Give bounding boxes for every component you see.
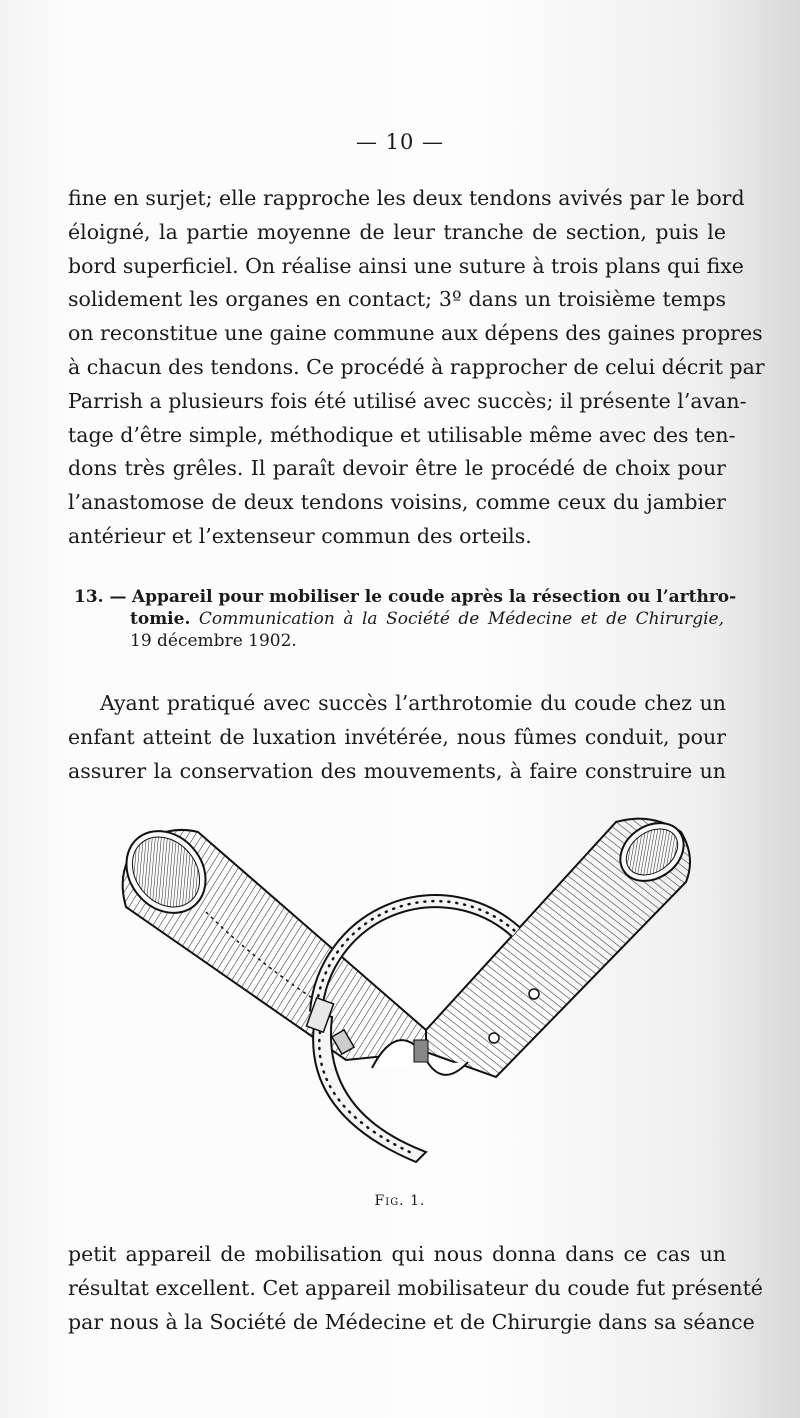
paragraph-3 [68, 1238, 763, 1339]
section-citation-part-1: Communication à la Société de Médecine et de Chirurgie, [198, 609, 724, 629]
text-line: tage d’être simple, méthodique et utilisable même avec des ten- [68, 422, 736, 447]
text-line: antérieur et l’extenseur commun des orteils. [68, 523, 532, 548]
text-line: solidement les organes en contact; 3º dans un troisième temps [68, 287, 726, 312]
right-splint [426, 812, 695, 1077]
text-line: résultat excellent. Cet appareil mobilisateur du coude fut présenté [68, 1275, 763, 1300]
figure-caption-text: Fig. 1. [374, 1193, 426, 1209]
text-line: on reconstitue une gaine commune aux dépens des gaines propres [68, 321, 763, 346]
text-line: assurer la conservation des mouvements, à faire construire un [68, 758, 726, 783]
figure-1 [96, 812, 696, 1182]
section-title-part-1: Appareil pour mobiliser le coude après la résection ou l’arthro- [131, 587, 737, 607]
section-title-part-2: tomie. [130, 609, 191, 629]
text-line: Ayant pratiqué avec succès l’arthrotomie du coude chez un [100, 691, 726, 715]
text-line: dons très grêles. Il paraît devoir être le procédé de choix pour [68, 456, 726, 481]
text-line: par nous à la Société de Médecine et de Chirurgie dans sa séance [68, 1309, 755, 1334]
text-line: enfant atteint de luxation invétérée, nous fûmes conduit, pour [68, 724, 726, 749]
section-title-line-2 [74, 608, 724, 630]
text-line: bord superficiel. On réalise ainsi une suture à trois plans qui fixe [68, 253, 744, 278]
section-citation-date: 19 décembre 1902. [130, 631, 297, 651]
text-line: Parrish a plusieurs fois été utilisé avec succès; il présente l’avan- [68, 388, 747, 413]
elbow-mobilization-apparatus-illustration [96, 812, 696, 1182]
text-line: éloigné, la partie moyenne de leur tranche de section, puis le [68, 219, 726, 244]
section-title-line-1 [74, 586, 737, 608]
left-splint [110, 815, 426, 1060]
figure-caption [0, 1193, 800, 1209]
section-number: 13. — [74, 587, 127, 607]
text-line: petit appareil de mobilisation qui nous donna dans ce cas un [68, 1242, 726, 1266]
paragraph-1 [68, 182, 765, 554]
text-line: fine en surjet; elle rapproche les deux tendons avivés par le bord [68, 186, 745, 210]
page-number: — 10 — [355, 130, 445, 154]
text-line: à chacun des tendons. Ce procédé à rapprocher de celui décrit par [68, 354, 765, 379]
section-heading [74, 586, 737, 652]
text-line: l’anastomose de deux tendons voisins, comme ceux du jambier [68, 490, 726, 515]
paragraph-2 [68, 687, 726, 788]
